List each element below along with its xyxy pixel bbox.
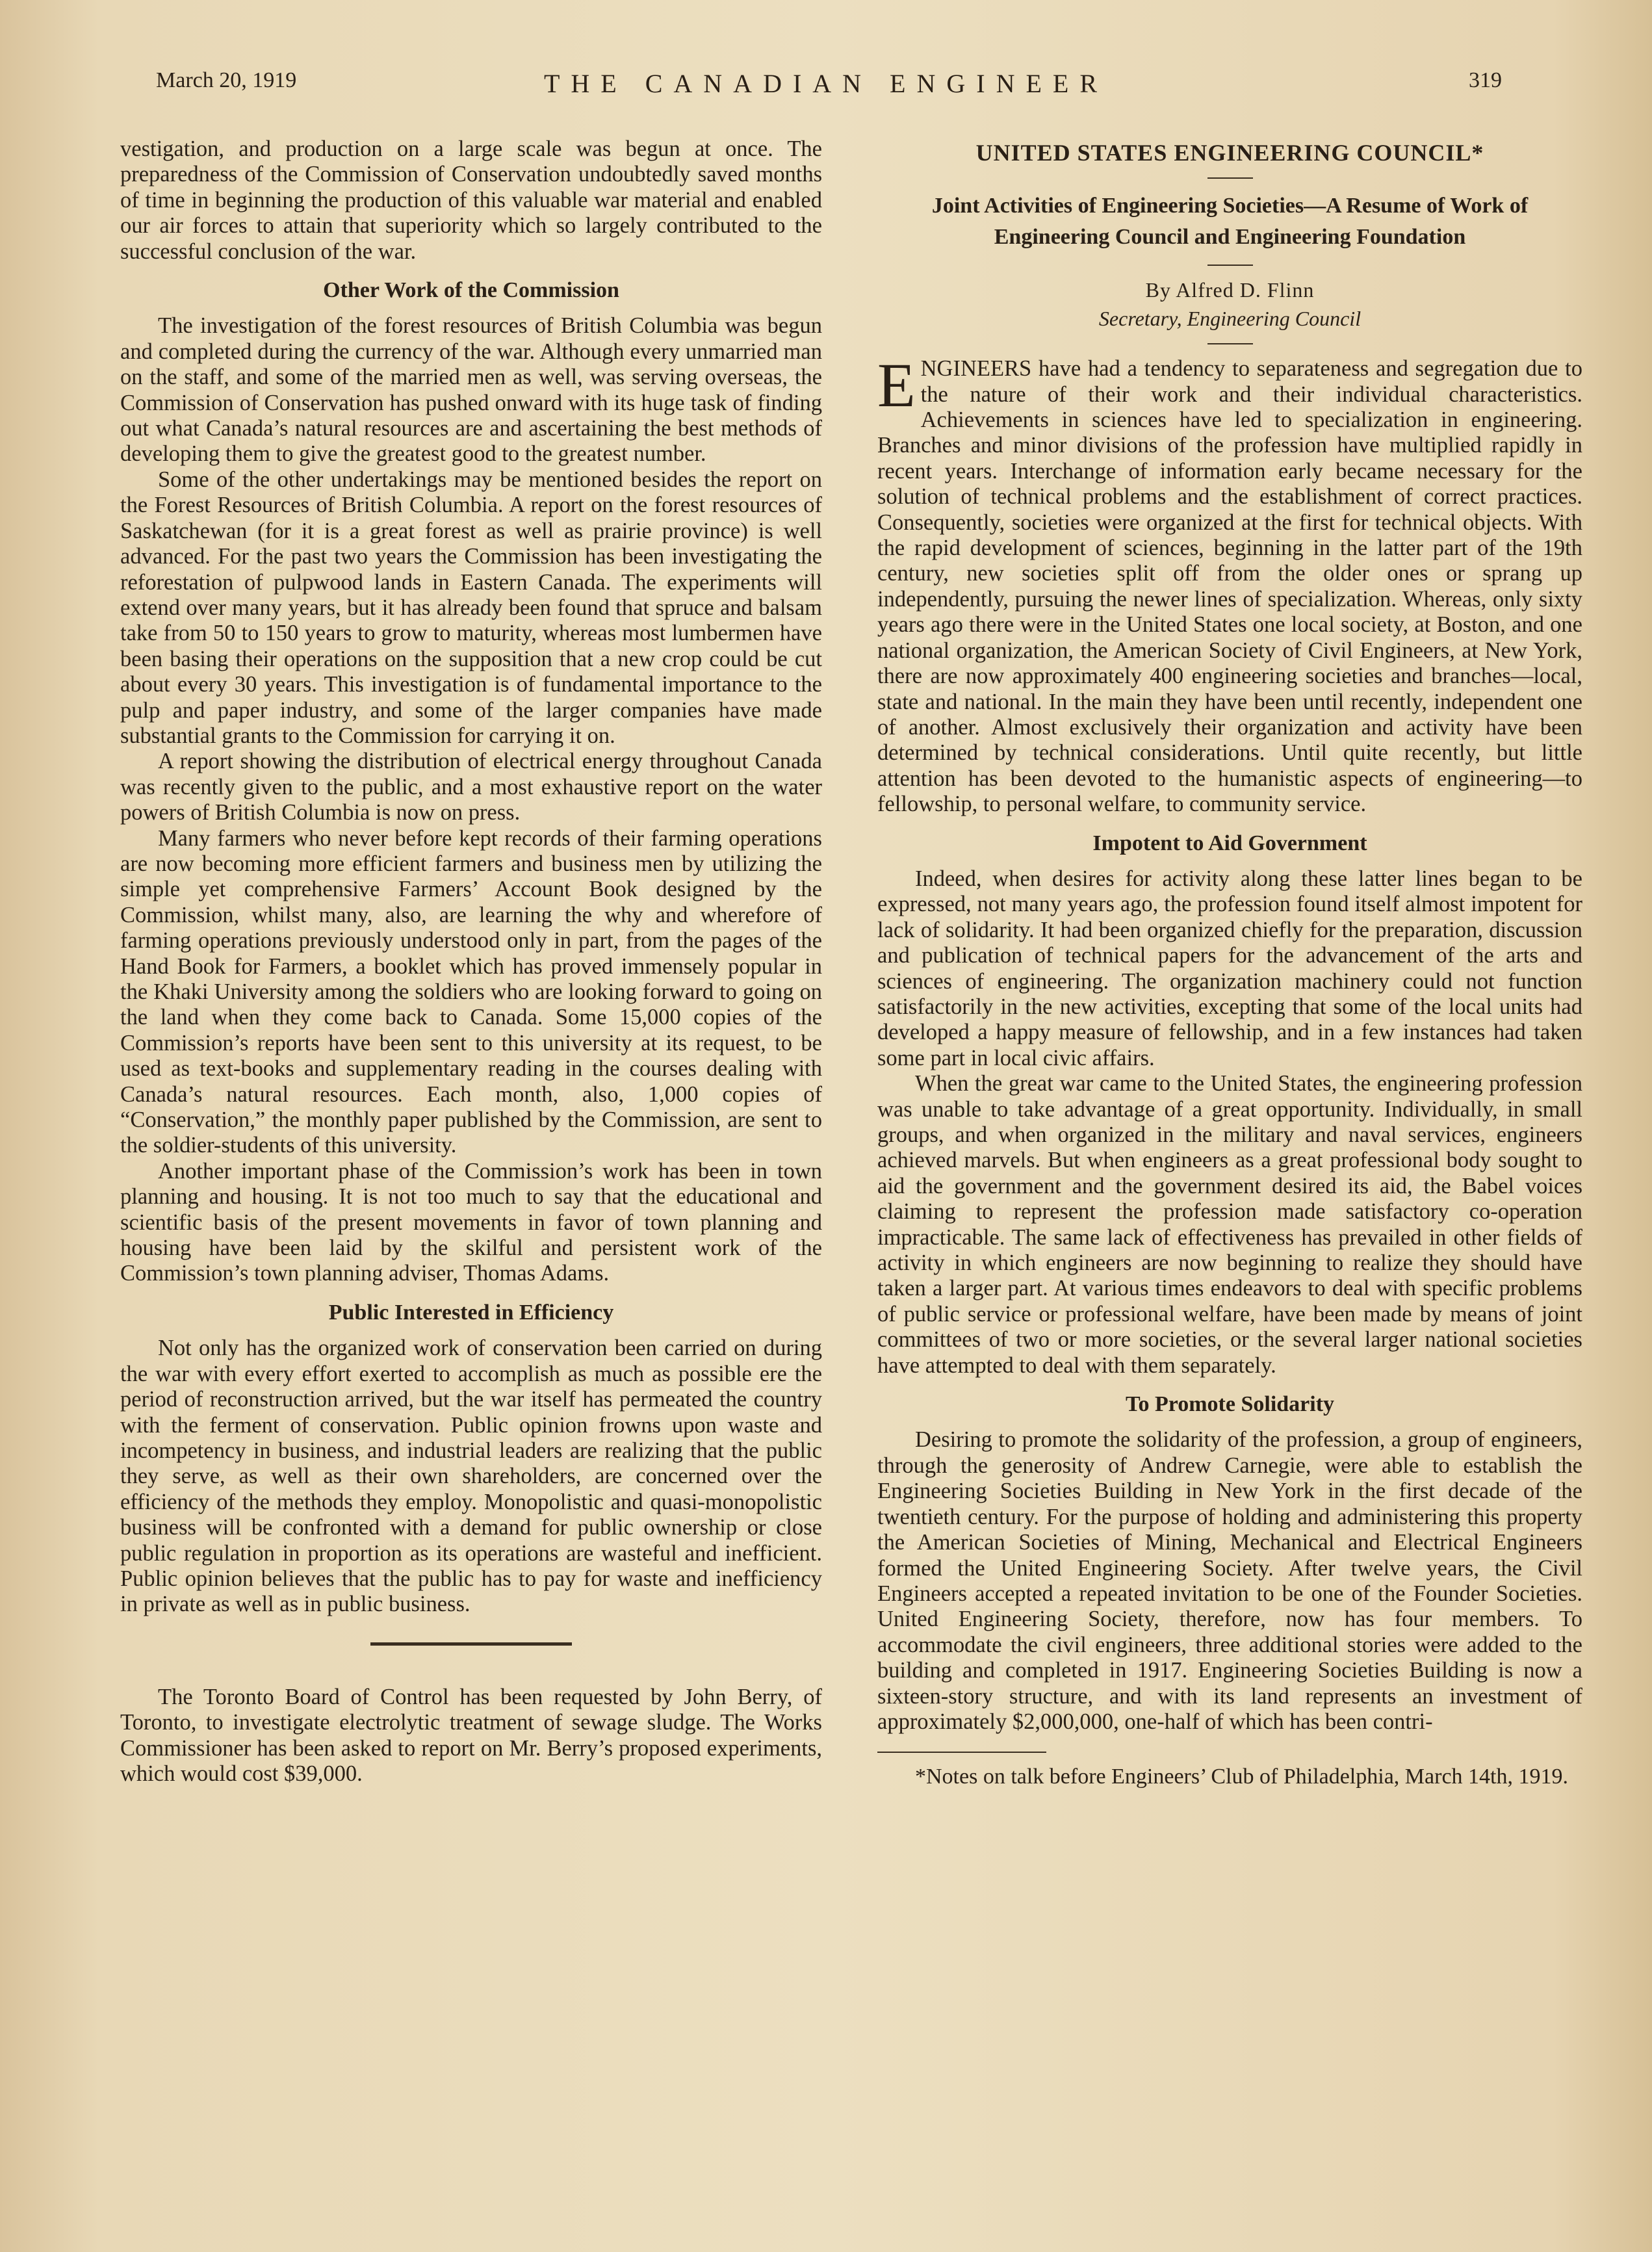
issue-date: March 20, 1919	[156, 68, 297, 92]
section-heading: Public Interested in Efficiency	[328, 1300, 614, 1325]
left-column	[120, 136, 822, 1787]
right-column	[877, 136, 1582, 1789]
paragraph: Another important phase of the Commission’s work has been in town planning and housing. It is not too much to say that the educational and scientific basis of the present movements in favor of town planning and housing have been laid by the skilful and persistent work of the Commission’s town planning adviser, Thomas Adams.	[120, 1158, 822, 1286]
section-heading: To Promote Solidarity	[1125, 1392, 1335, 1417]
divider-rule	[1207, 343, 1253, 344]
paragraph	[877, 350, 1582, 817]
paragraph: Some of the other undertakings may be mentioned besides the report on the Forest Resources of British Columbia. A report on the forest resources of Saskatchewan (for it is a great forest as well as prairie province) is well advanced. For the past two years the Commission has been investigating the reforestation of pulpwood lands in Eastern Canada. The experiments will extend over many years, but it has already been found that spruce and balsam take from 50 to 150 years to grow to maturity, whereas most lumbermen have been basing their operations on the supposition that a new crop could be cut about every 30 years. This investigation is of fundamental importance to the pulp and paper industry, and some of the larger companies have made substantial grants to the Commission for carrying it on.	[120, 467, 822, 748]
byline: By Alfred D. Flinn	[1145, 278, 1315, 302]
news-item: The Toronto Board of Control has been requested by John Berry, of Toronto, to investigate electrolytic treatment of sewage sludge. The Works Commissioner has been asked to report on Mr. Berry’s proposed experiments, which would cost $39,000.	[120, 1684, 822, 1786]
page-number: 319	[1469, 68, 1502, 92]
paragraph: Many farmers who never before kept records of their farming operations are now becoming more efficient farmers and business men by utilizing the simple yet comprehensive Farmers’ Account Book designed by the Commission, whilst many, also, are learning the why and wherefore of farming operations previously understood only in part, from the pages of the Hand Book for Farmers, a booklet which has proved immensely popular in the Khaki University among the soldiers who are looking forward to going on the land when they come back to Canada. Some 15,000 copies of the Commission’s reports have been sent to this university at its request, to be used as text-books and supplementary reading in the courses dealing with Canada’s natural resources. Each month, also, 1,000 copies of “Conservation,” the monthly paper published by the Commission, are sent to the soldier-students of this university.	[120, 825, 822, 1158]
footnote: *Notes on talk before Engineers’ Club of Philadelphia, March 14th, 1919.	[915, 1765, 1568, 1789]
section-heading: Impotent to Aid Government	[1092, 831, 1367, 855]
divider-rule	[1207, 265, 1253, 266]
paragraph-text: NGINEERS have had a tendency to separateness and segregation due to the nature of their work and their individual characteristics. Achievements in sciences have led to specialization in engineering. Branches and minor divisions of the profession have multiplied rapidly in recent years. Interchange of information early became necessary for the solution of technical problems and the establishment of correct practices. Consequently, societies were organized at the first for technical objects. With the rapid development of sciences, beginning in the latter part of the 19th century, new societies split off from the older ones or sprang up independently, pursuing the newer lines of specialization. Whereas, only sixty years ago there were in the United States one local society, at Boston, and one national organization, the American Society of Civil Engineers, at New York, there are now approximately 400 engineering societies and branches—local, state and national. In the main they have been until recently, independent one of another. Almost exclusively their organization and activity have been determined by technical considerations. Until quite recently, but little attention has been devoted to the humanistic aspects of engineering—to fellowship, to personal welfare, to community service.	[877, 356, 1582, 817]
divider-rule	[370, 1642, 572, 1646]
article-subtitle: Joint Activities of Engineering Societies—A Resume of Work of Engineering Council and Engineering Foundation	[931, 194, 1529, 250]
article-title: UNITED STATES ENGINEERING COUNCIL*	[975, 140, 1484, 166]
journal-title: THE CANADIAN ENGINEER	[543, 69, 1109, 98]
footnote-rule	[877, 1752, 1046, 1753]
paragraph: A report showing the distribution of electrical energy throughout Canada was recently given to the public, and a most exhaustive report on the water powers of British Columbia is now on press.	[120, 749, 822, 825]
drop-cap: E	[877, 350, 916, 421]
paragraph: The investigation of the forest resources of British Columbia was begun and completed during the currency of the war. Although every unmarried man on the staff, and some of the married men as well, was serving overseas, the Commission of Conservation has pushed onward with its huge task of finding out what Canada’s natural resources are and ascertaining the best methods of developing them to give the greatest good to the greatest number.	[120, 313, 822, 467]
section-heading: Other Work of the Commission	[323, 278, 619, 303]
divider-rule	[1207, 177, 1253, 179]
paragraph: When the great war came to the United States, the engineering profession was unable to take advantage of a great opportunity. Individually, in small groups, and when organized in the military and naval services, engineers achieved marvels. But when engineers as a great professional body sought to aid the government and the government desired its aid, the Babel voices claiming to represent the profession made satisfactory co-operation impracticable. The same lack of effectiveness has prevailed in other fields of activity in which engineers are now beginning to realize they should have taken a larger part. At various times endeavors to deal with specific problems of public service or professional welfare, have been made by means of joint committees of two or more societies, or the several larger national societies have attempted to deal with them separately.	[877, 1071, 1582, 1378]
byline-role: Secretary, Engineering Council	[1098, 306, 1362, 330]
paragraph: Desiring to promote the solidarity of the profession, a group of engineers, through the generosity of Andrew Carnegie, were able to establish the Engineering Societies Building in New York in the first decade of the twentieth century. For the purpose of holding and administering this property the American Societies of Mining, Mechanical and Electrical Engineers formed the United Engineering Society. After twelve years, the Civil Engineers accepted a repeated invitation to be one of the Founder Societies. United Engineering Society, therefore, now has four members. To accommodate the civil engineers, three additional stories were added to the building and completed in 1917. Engineering Societies Building is now a sixteen-story structure, and with its land represents an investment of approximately $2,000,000, one-half of which has been contri-	[877, 1427, 1582, 1734]
paragraph: Not only has the organized work of conservation been carried on during the war with every effort exerted to accomplish as much as possible ere the period of reconstruction arrived, but the war itself has permeated the country with the ferment of conservation. Public opinion frowns upon waste and incompetency in business, and industrial leaders are realizing that the public they serve, as well as their own shareholders, are concerned over the efficiency of the methods they employ. Monopolistic and quasi-monopolistic business will be confronted with a demand for public ownership or close public regulation in proportion as its operations are wasteful and inefficient. Public opinion believes that the public has to pay for waste and inefficiency in private as well as in public business.	[120, 1336, 822, 1617]
paragraph: vestigation, and production on a large scale was begun at once. The preparedness of the Commission of Conservation undoubtedly saved months of time in beginning the production of this valuable war material and enabled our air forces to attain that superiority which so largely contributed to the successful conclusion of the war.	[120, 136, 822, 264]
page-header	[0, 68, 1652, 107]
paragraph: Indeed, when desires for activity along these latter lines began to be expressed, not many years ago, the profession found itself almost impotent for lack of solidarity. It had been organized chiefly for the preparation, discussion and publication of technical papers for the advancement of the arts and sciences of engineering. The organization machinery could not function satisfactorily in the new activities, excepting that some of the local units had developed a happy measure of fellowship, and in a few instances had taken some part in local civic affairs.	[877, 866, 1582, 1070]
